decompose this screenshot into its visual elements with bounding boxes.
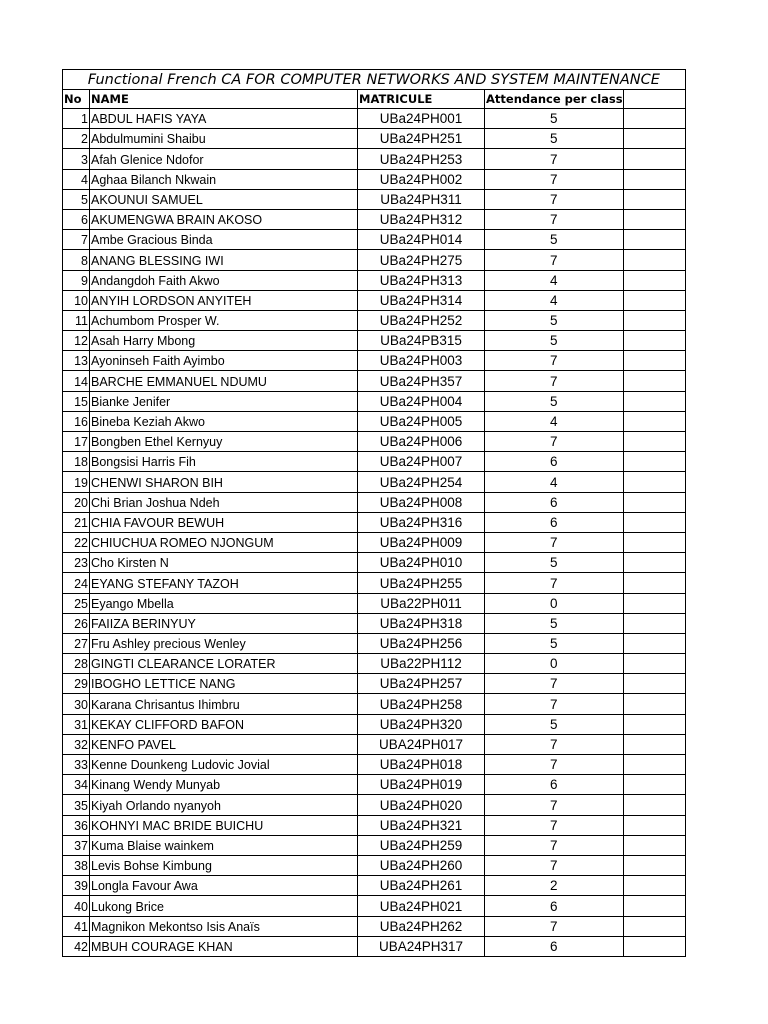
empty-cell bbox=[623, 734, 685, 754]
attendance-count: 7 bbox=[485, 351, 624, 371]
header-no: No bbox=[63, 90, 90, 109]
empty-cell bbox=[623, 553, 685, 573]
attendance-count: 0 bbox=[485, 593, 624, 613]
student-name: KEKAY CLIFFORD BAFON bbox=[90, 714, 358, 734]
attendance-count: 5 bbox=[485, 310, 624, 330]
student-matricule: UBa22PH112 bbox=[358, 654, 485, 674]
row-number: 19 bbox=[63, 472, 90, 492]
attendance-count: 5 bbox=[485, 129, 624, 149]
student-name: ABDUL HAFIS YAYA bbox=[90, 109, 358, 129]
row-number: 16 bbox=[63, 411, 90, 431]
row-number: 8 bbox=[63, 250, 90, 270]
student-matricule: UBa24PH260 bbox=[358, 855, 485, 875]
empty-cell bbox=[623, 532, 685, 552]
student-name: Asah Harry Mbong bbox=[90, 331, 358, 351]
table-row bbox=[63, 633, 686, 653]
empty-cell bbox=[623, 472, 685, 492]
student-matricule: UBa24PH014 bbox=[358, 230, 485, 250]
empty-cell bbox=[623, 916, 685, 936]
student-name: Karana Chrisantus Ihimbru bbox=[90, 694, 358, 714]
header-empty bbox=[623, 90, 685, 109]
table-row bbox=[63, 654, 686, 674]
empty-cell bbox=[623, 835, 685, 855]
student-matricule: UBa24PH312 bbox=[358, 209, 485, 229]
student-matricule: UBa24PH006 bbox=[358, 432, 485, 452]
row-number: 29 bbox=[63, 674, 90, 694]
table-row bbox=[63, 492, 686, 512]
row-number: 24 bbox=[63, 573, 90, 593]
table-row bbox=[63, 290, 686, 310]
row-number: 7 bbox=[63, 230, 90, 250]
table-row bbox=[63, 553, 686, 573]
student-matricule: UBa24PH008 bbox=[358, 492, 485, 512]
student-name: MBUH COURAGE KHAN bbox=[90, 936, 358, 956]
row-number: 14 bbox=[63, 371, 90, 391]
row-number: 13 bbox=[63, 351, 90, 371]
student-matricule: UBa24PH002 bbox=[358, 169, 485, 189]
attendance-count: 7 bbox=[485, 189, 624, 209]
row-number: 36 bbox=[63, 815, 90, 835]
sheet-title: Functional French CA FOR COMPUTER NETWORKS AND SYSTEM MAINTENANCE bbox=[63, 70, 686, 90]
student-name: Bongben Ethel Kernyuy bbox=[90, 432, 358, 452]
student-name: Chi Brian Joshua Ndeh bbox=[90, 492, 358, 512]
attendance-count: 5 bbox=[485, 613, 624, 633]
student-matricule: UBa24PH004 bbox=[358, 391, 485, 411]
empty-cell bbox=[623, 755, 685, 775]
student-matricule: UBa24PH316 bbox=[358, 512, 485, 532]
table-row bbox=[63, 815, 686, 835]
table-row bbox=[63, 472, 686, 492]
student-name: IBOGHO LETTICE NANG bbox=[90, 674, 358, 694]
attendance-table bbox=[62, 69, 686, 957]
attendance-count: 7 bbox=[485, 916, 624, 936]
table-row bbox=[63, 795, 686, 815]
row-number: 28 bbox=[63, 654, 90, 674]
student-name: ANANG BLESSING IWI bbox=[90, 250, 358, 270]
row-number: 21 bbox=[63, 512, 90, 532]
student-matricule: UBa24PH257 bbox=[358, 674, 485, 694]
student-matricule: UBa24PH262 bbox=[358, 916, 485, 936]
table-body bbox=[63, 109, 686, 957]
row-number: 18 bbox=[63, 452, 90, 472]
empty-cell bbox=[623, 351, 685, 371]
header-attendance: Attendance per class bbox=[485, 90, 624, 109]
table-row bbox=[63, 169, 686, 189]
row-number: 31 bbox=[63, 714, 90, 734]
attendance-count: 5 bbox=[485, 391, 624, 411]
row-number: 3 bbox=[63, 149, 90, 169]
student-name: Afah Glenice Ndofor bbox=[90, 149, 358, 169]
student-name: Abdulmumini Shaibu bbox=[90, 129, 358, 149]
empty-cell bbox=[623, 310, 685, 330]
empty-cell bbox=[623, 149, 685, 169]
attendance-count: 4 bbox=[485, 290, 624, 310]
attendance-count: 7 bbox=[485, 815, 624, 835]
student-matricule: UBa24PH001 bbox=[358, 109, 485, 129]
attendance-count: 7 bbox=[485, 169, 624, 189]
student-matricule: UBa24PH357 bbox=[358, 371, 485, 391]
attendance-count: 7 bbox=[485, 674, 624, 694]
row-number: 15 bbox=[63, 391, 90, 411]
student-name: EYANG STEFANY TAZOH bbox=[90, 573, 358, 593]
empty-cell bbox=[623, 593, 685, 613]
row-number: 11 bbox=[63, 310, 90, 330]
student-matricule: UBa24PH009 bbox=[358, 532, 485, 552]
student-matricule: UBa24PH010 bbox=[358, 553, 485, 573]
empty-cell bbox=[623, 815, 685, 835]
student-matricule: UBa24PH251 bbox=[358, 129, 485, 149]
student-matricule: UBA24PH317 bbox=[358, 936, 485, 956]
student-matricule: UBa22PH011 bbox=[358, 593, 485, 613]
empty-cell bbox=[623, 411, 685, 431]
attendance-count: 5 bbox=[485, 109, 624, 129]
student-matricule: UBa24PH320 bbox=[358, 714, 485, 734]
student-matricule: UBa24PH321 bbox=[358, 815, 485, 835]
table-row bbox=[63, 331, 686, 351]
student-name: FAIIZA BERINYUY bbox=[90, 613, 358, 633]
attendance-count: 7 bbox=[485, 835, 624, 855]
student-name: KOHNYI MAC BRIDE BUICHU bbox=[90, 815, 358, 835]
table-row bbox=[63, 734, 686, 754]
student-matricule: UBa24PH314 bbox=[358, 290, 485, 310]
row-number: 26 bbox=[63, 613, 90, 633]
row-number: 38 bbox=[63, 855, 90, 875]
attendance-count: 6 bbox=[485, 775, 624, 795]
row-number: 37 bbox=[63, 835, 90, 855]
row-number: 4 bbox=[63, 169, 90, 189]
student-matricule: UBa24PH005 bbox=[358, 411, 485, 431]
empty-cell bbox=[623, 492, 685, 512]
table-row bbox=[63, 149, 686, 169]
student-matricule: UBa24PH003 bbox=[358, 351, 485, 371]
table-row bbox=[63, 674, 686, 694]
attendance-count: 7 bbox=[485, 694, 624, 714]
attendance-count: 4 bbox=[485, 472, 624, 492]
student-name: Aghaa Bilanch Nkwain bbox=[90, 169, 358, 189]
student-name: Cho Kirsten N bbox=[90, 553, 358, 573]
student-name: CHENWI SHARON BIH bbox=[90, 472, 358, 492]
row-number: 23 bbox=[63, 553, 90, 573]
student-matricule: UBa24PH256 bbox=[358, 633, 485, 653]
empty-cell bbox=[623, 230, 685, 250]
table-row bbox=[63, 512, 686, 532]
table-row bbox=[63, 593, 686, 613]
row-number: 34 bbox=[63, 775, 90, 795]
attendance-count: 5 bbox=[485, 714, 624, 734]
header-matricule: MATRICULE bbox=[358, 90, 485, 109]
empty-cell bbox=[623, 855, 685, 875]
empty-cell bbox=[623, 452, 685, 472]
empty-cell bbox=[623, 109, 685, 129]
student-matricule: UBa24PH252 bbox=[358, 310, 485, 330]
attendance-count: 7 bbox=[485, 795, 624, 815]
empty-cell bbox=[623, 674, 685, 694]
table-row bbox=[63, 573, 686, 593]
student-name: Kiyah Orlando nyanyoh bbox=[90, 795, 358, 815]
student-name: Achumbom Prosper W. bbox=[90, 310, 358, 330]
student-matricule: UBa24PH311 bbox=[358, 189, 485, 209]
student-matricule: UBa24PH259 bbox=[358, 835, 485, 855]
empty-cell bbox=[623, 391, 685, 411]
empty-cell bbox=[623, 432, 685, 452]
row-number: 12 bbox=[63, 331, 90, 351]
student-name: Kinang Wendy Munyab bbox=[90, 775, 358, 795]
table-row bbox=[63, 129, 686, 149]
row-number: 6 bbox=[63, 209, 90, 229]
attendance-count: 7 bbox=[485, 755, 624, 775]
empty-cell bbox=[623, 169, 685, 189]
attendance-count: 5 bbox=[485, 331, 624, 351]
student-name: Eyango Mbella bbox=[90, 593, 358, 613]
attendance-count: 4 bbox=[485, 411, 624, 431]
table-row bbox=[63, 189, 686, 209]
row-number: 25 bbox=[63, 593, 90, 613]
student-name: Bianke Jenifer bbox=[90, 391, 358, 411]
attendance-count: 4 bbox=[485, 270, 624, 290]
table-row bbox=[63, 391, 686, 411]
student-name: AKOUNUI SAMUEL bbox=[90, 189, 358, 209]
attendance-count: 2 bbox=[485, 876, 624, 896]
student-name: Kenne Dounkeng Ludovic Jovial bbox=[90, 755, 358, 775]
student-name: ANYIH LORDSON ANYITEH bbox=[90, 290, 358, 310]
empty-cell bbox=[623, 714, 685, 734]
table-row bbox=[63, 209, 686, 229]
row-number: 42 bbox=[63, 936, 90, 956]
row-number: 9 bbox=[63, 270, 90, 290]
row-number: 5 bbox=[63, 189, 90, 209]
student-name: Andangdoh Faith Akwo bbox=[90, 270, 358, 290]
student-matricule: UBa24PH318 bbox=[358, 613, 485, 633]
student-matricule: UBa24PH007 bbox=[358, 452, 485, 472]
empty-cell bbox=[623, 290, 685, 310]
row-number: 41 bbox=[63, 916, 90, 936]
row-number: 40 bbox=[63, 896, 90, 916]
student-name: Ayoninseh Faith Ayimbo bbox=[90, 351, 358, 371]
row-number: 22 bbox=[63, 532, 90, 552]
row-number: 20 bbox=[63, 492, 90, 512]
student-matricule: UBa24PH254 bbox=[358, 472, 485, 492]
attendance-count: 7 bbox=[485, 855, 624, 875]
table-row bbox=[63, 613, 686, 633]
empty-cell bbox=[623, 270, 685, 290]
attendance-count: 7 bbox=[485, 432, 624, 452]
attendance-count: 5 bbox=[485, 553, 624, 573]
table-row bbox=[63, 452, 686, 472]
empty-cell bbox=[623, 371, 685, 391]
table-row bbox=[63, 250, 686, 270]
attendance-count: 6 bbox=[485, 452, 624, 472]
table-row bbox=[63, 714, 686, 734]
attendance-count: 5 bbox=[485, 230, 624, 250]
attendance-count: 6 bbox=[485, 936, 624, 956]
empty-cell bbox=[623, 573, 685, 593]
student-name: CHIUCHUA ROMEO NJONGUM bbox=[90, 532, 358, 552]
empty-cell bbox=[623, 633, 685, 653]
row-number: 33 bbox=[63, 755, 90, 775]
row-number: 17 bbox=[63, 432, 90, 452]
attendance-count: 7 bbox=[485, 734, 624, 754]
student-name: Magnikon Mekontso Isis Anaïs bbox=[90, 916, 358, 936]
attendance-count: 6 bbox=[485, 896, 624, 916]
table-row bbox=[63, 835, 686, 855]
student-name: Bongsisi Harris Fih bbox=[90, 452, 358, 472]
student-name: Bineba Keziah Akwo bbox=[90, 411, 358, 431]
table-row bbox=[63, 775, 686, 795]
student-matricule: UBa24PH255 bbox=[358, 573, 485, 593]
student-matricule: UBa24PH253 bbox=[358, 149, 485, 169]
empty-cell bbox=[623, 250, 685, 270]
header-row bbox=[63, 90, 686, 109]
student-name: AKUMENGWA BRAIN AKOSO bbox=[90, 209, 358, 229]
attendance-count: 7 bbox=[485, 209, 624, 229]
student-name: Longla Favour Awa bbox=[90, 876, 358, 896]
table-row bbox=[63, 230, 686, 250]
row-number: 10 bbox=[63, 290, 90, 310]
table-row bbox=[63, 755, 686, 775]
table-row bbox=[63, 916, 686, 936]
table-row bbox=[63, 351, 686, 371]
attendance-count: 7 bbox=[485, 573, 624, 593]
student-name: KENFO PAVEL bbox=[90, 734, 358, 754]
student-name: Levis Bohse Kimbung bbox=[90, 855, 358, 875]
attendance-count: 0 bbox=[485, 654, 624, 674]
empty-cell bbox=[623, 512, 685, 532]
empty-cell bbox=[623, 936, 685, 956]
empty-cell bbox=[623, 654, 685, 674]
row-number: 35 bbox=[63, 795, 90, 815]
table-row bbox=[63, 371, 686, 391]
empty-cell bbox=[623, 694, 685, 714]
empty-cell bbox=[623, 795, 685, 815]
table-row bbox=[63, 936, 686, 956]
table-row bbox=[63, 270, 686, 290]
table-row bbox=[63, 532, 686, 552]
student-matricule: UBa24PH018 bbox=[358, 755, 485, 775]
student-name: Lukong Brice bbox=[90, 896, 358, 916]
attendance-count: 7 bbox=[485, 149, 624, 169]
table-row bbox=[63, 432, 686, 452]
header-name: NAME bbox=[90, 90, 358, 109]
student-matricule: UBa24PB315 bbox=[358, 331, 485, 351]
student-name: Fru Ashley precious Wenley bbox=[90, 633, 358, 653]
attendance-count: 6 bbox=[485, 512, 624, 532]
empty-cell bbox=[623, 189, 685, 209]
student-matricule: UBa24PH019 bbox=[358, 775, 485, 795]
student-matricule: UBA24PH017 bbox=[358, 734, 485, 754]
attendance-sheet bbox=[62, 69, 686, 957]
student-matricule: UBa24PH258 bbox=[358, 694, 485, 714]
empty-cell bbox=[623, 876, 685, 896]
row-number: 1 bbox=[63, 109, 90, 129]
table-row bbox=[63, 855, 686, 875]
student-matricule: UBa24PH021 bbox=[358, 896, 485, 916]
attendance-count: 7 bbox=[485, 532, 624, 552]
table-row bbox=[63, 694, 686, 714]
student-name: GINGTI CLEARANCE LORATER bbox=[90, 654, 358, 674]
table-row bbox=[63, 109, 686, 129]
student-name: Ambe Gracious Binda bbox=[90, 230, 358, 250]
empty-cell bbox=[623, 331, 685, 351]
table-row bbox=[63, 896, 686, 916]
row-number: 30 bbox=[63, 694, 90, 714]
row-number: 27 bbox=[63, 633, 90, 653]
student-matricule: UBa24PH261 bbox=[358, 876, 485, 896]
student-name: Kuma Blaise wainkem bbox=[90, 835, 358, 855]
attendance-count: 5 bbox=[485, 633, 624, 653]
empty-cell bbox=[623, 129, 685, 149]
row-number: 32 bbox=[63, 734, 90, 754]
empty-cell bbox=[623, 613, 685, 633]
empty-cell bbox=[623, 775, 685, 795]
attendance-count: 6 bbox=[485, 492, 624, 512]
student-matricule: UBa24PH313 bbox=[358, 270, 485, 290]
empty-cell bbox=[623, 209, 685, 229]
student-name: BARCHE EMMANUEL NDUMU bbox=[90, 371, 358, 391]
attendance-count: 7 bbox=[485, 371, 624, 391]
empty-cell bbox=[623, 896, 685, 916]
row-number: 39 bbox=[63, 876, 90, 896]
student-name: CHIA FAVOUR BEWUH bbox=[90, 512, 358, 532]
attendance-count: 7 bbox=[485, 250, 624, 270]
row-number: 2 bbox=[63, 129, 90, 149]
table-row bbox=[63, 310, 686, 330]
student-matricule: UBa24PH020 bbox=[358, 795, 485, 815]
table-row bbox=[63, 411, 686, 431]
student-matricule: UBa24PH275 bbox=[358, 250, 485, 270]
table-row bbox=[63, 876, 686, 896]
